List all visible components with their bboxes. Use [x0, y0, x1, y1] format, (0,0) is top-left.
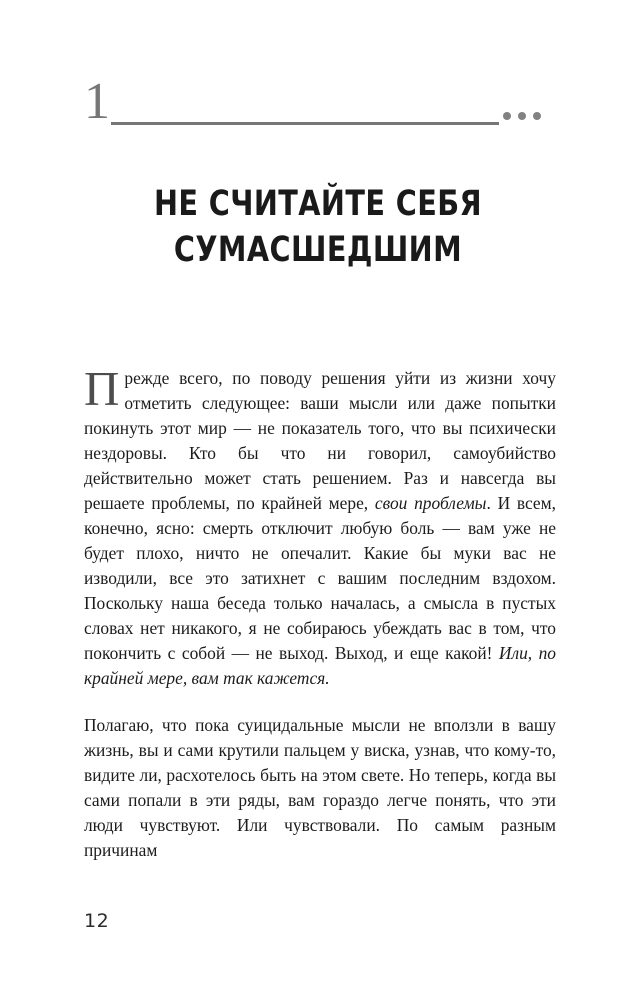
paragraph-1-emphasis-1: свои проблемы [374, 493, 487, 513]
paragraph-1-emphasis-2: Или, по крайней мере, вам так кажется. [84, 643, 556, 688]
chapter-title [57, 181, 579, 273]
chapter-number: 1 [84, 73, 110, 130]
dot-icon [518, 112, 526, 120]
paragraph-1-run-1: режде всего, по поводу решения уйти из жизни хочу отметить следующее: ваши мысли или даже попытки покинуть этот мир — не показатель того, что вы психически нездоровы. Кто бы что ни говорил, самоубийство действительно может стать решением. Раз и навсегда вы решаете проблемы, по крайней мере, [84, 368, 556, 513]
chapter-title-line-1: НЕ СЧИТАЙТЕ СЕБЯ [153, 184, 483, 225]
dot-icon [503, 112, 511, 120]
drop-cap: П [84, 361, 120, 416]
chapter-rule-divider [111, 122, 499, 125]
paragraph-1 [84, 361, 556, 691]
chapter-header [84, 72, 552, 134]
body-text [84, 361, 556, 863]
page-number: 12 [84, 910, 110, 932]
paragraph-2: Полагаю, что пока суицидальные мысли не вползли в вашу жизнь, вы и сами крутили пальцем у виска, узнав, что кому-то, видите ли, расхотелось быть на этом свете. Но теперь, когда вы сами попали в эти ряды, вам гораздо легче понять, что эти люди чувствуют. Или чувствовали. По самым разным причинам [84, 715, 556, 860]
paragraph-1-run-2: . И всем, конечно, ясно: смерть отключит любую боль — вам уже не будет плохо, ничто не опечалит. Какие бы муки вас не изводили, все это затихнет с вашим последним вздохом. Поскольку наша беседа только началась, а смысла в пустых словах нет никакого, я не собираюсь убеждать вас в том, что покончить с собой — не выход. Выход, и еще какой! [84, 493, 556, 663]
chapter-dots-ornament [503, 112, 541, 120]
dot-icon [533, 112, 541, 120]
chapter-title-line-2: СУМАСШЕДШИМ [173, 230, 463, 271]
